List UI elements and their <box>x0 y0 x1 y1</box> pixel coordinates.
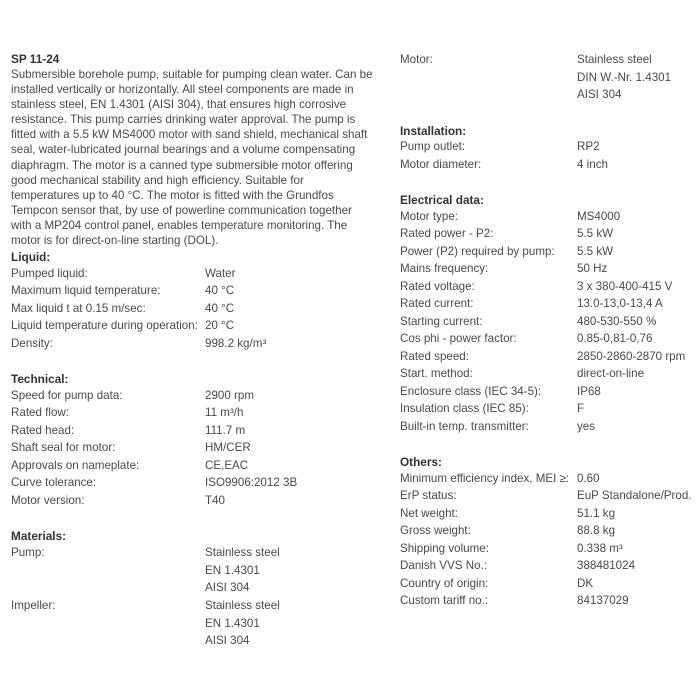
liquid-value: 998.2 kg/m³ <box>205 337 267 350</box>
electrical-label: Rated power - P2: <box>400 227 494 240</box>
others-label: Custom tariff no.: <box>400 594 489 607</box>
pump-material-line: AISI 304 <box>205 581 250 594</box>
electrical-value: yes <box>577 420 596 433</box>
pump-material-label: Pump: <box>11 546 45 559</box>
pump-material-line: EN 1.4301 <box>205 563 260 577</box>
others-label: Net weight: <box>400 507 458 520</box>
liquid-value: 40 °C <box>205 302 235 315</box>
electrical-label: Rated current: <box>400 297 474 310</box>
motor-material-line: DIN W.-Nr. 1.4301 <box>577 70 672 84</box>
others-value: 51.1 kg <box>577 507 616 520</box>
liquid-value: 20 °C <box>205 319 235 332</box>
impeller-material-line: EN 1.4301 <box>205 616 260 630</box>
technical-label: Rated head: <box>11 424 75 437</box>
technical-label: Rated flow: <box>11 406 69 419</box>
electrical-value: 0.85-0,81-0,76 <box>577 332 653 345</box>
others-heading: Others: <box>400 455 442 469</box>
technical-label: Approvals on nameplate: <box>11 459 140 472</box>
others-value: EuP Standalone/Prod. <box>577 489 692 502</box>
liquid-label: Liquid temperature during operation: <box>11 319 198 332</box>
technical-value: 11 m³/h <box>205 406 244 419</box>
electrical-label: Power (P2) required by pump: <box>400 245 555 258</box>
product-description: Submersible borehole pump, suitable for pumping clean water. Can be installed vertically or horizontally. All steel components are made in stainless steel, EN 1.4301 (AISI 304), that ensures high corrosive resistance. This pump carries drinking water approval. The pump is fitted with a 5.5 kW MS4000 motor with sand shield, mechanical shaft seal, water-lubricated journal bearings and a volume compensating diaphragm. The motor is a canned type submersible motor offering good mechanical stability and high efficiency. Suitable for temperatures up to 40 °C. The motor is fitted with the Grundfos Tempcon sensor that, by use of powerline communication together with a MP204 control panel, enables temperature monitoring. The motor is for direct-on-line starting (DOL). <box>11 68 373 248</box>
technical-value: 111.7 m <box>205 424 246 437</box>
others-value: 388481024 <box>577 559 636 572</box>
electrical-value: MS4000 <box>577 210 621 223</box>
electrical-label: Starting current: <box>400 315 483 328</box>
motor-material-line: AISI 304 <box>577 88 622 101</box>
materials-heading: Materials: <box>11 529 67 543</box>
impeller-material-line: AISI 304 <box>205 634 250 647</box>
electrical-heading: Electrical data: <box>400 193 484 207</box>
others-label: Country of origin: <box>400 577 489 590</box>
installation-label: Motor diameter: <box>400 158 482 171</box>
technical-value: ISO9906:2012 3B <box>205 476 298 489</box>
electrical-value: 480-530-550 % <box>577 315 657 328</box>
liquid-value: 40 °C <box>205 284 235 297</box>
liquid-label: Density: <box>11 337 53 350</box>
electrical-value: 13.0-13,0-13,4 A <box>577 297 663 310</box>
technical-value: HM/CER <box>205 441 251 454</box>
electrical-label: Start. method: <box>400 367 473 380</box>
electrical-label: Motor type: <box>400 210 458 223</box>
motor-material-label: Motor: <box>400 53 433 66</box>
motor-material-value <box>577 51 671 104</box>
electrical-label: Rated voltage: <box>400 280 475 293</box>
electrical-label: Rated speed: <box>400 350 469 363</box>
technical-value: T40 <box>205 494 225 507</box>
product-title: SP 11-24 <box>11 52 60 66</box>
technical-label: Shaft seal for motor: <box>11 441 116 454</box>
installation-value: RP2 <box>577 140 600 153</box>
motor-material-line: Stainless steel <box>577 53 652 66</box>
electrical-value: IP68 <box>577 385 601 398</box>
others-label: ErP status: <box>400 489 457 502</box>
electrical-label: Mains frequency: <box>400 262 489 275</box>
electrical-value: F <box>577 402 585 415</box>
electrical-value: 5.5 kW <box>577 227 614 240</box>
others-label: Gross weight: <box>400 524 471 537</box>
others-value: DK <box>577 577 594 590</box>
electrical-value: 50 Hz <box>577 262 608 275</box>
liquid-value: Water <box>205 267 236 280</box>
pump-material-value <box>205 544 280 597</box>
others-value: 0.338 m³ <box>577 542 623 555</box>
others-label: Minimum efficiency index, MEI ≥: <box>400 472 570 485</box>
impeller-material-label: Impeller: <box>11 599 56 612</box>
others-value: 0.60 <box>577 472 600 485</box>
others-label: Shipping volume: <box>400 542 489 555</box>
others-label: Danish VVS No.: <box>400 559 487 572</box>
electrical-label: Built-in temp. transmitter: <box>400 420 529 433</box>
electrical-label: Cos phi - power factor: <box>400 332 517 345</box>
installation-label: Pump outlet: <box>400 140 466 153</box>
technical-value: CE,EAC <box>205 459 249 472</box>
electrical-label: Insulation class (IEC 85): <box>400 402 529 415</box>
pump-material-line: Stainless steel <box>205 546 280 559</box>
electrical-value: 5.5 kW <box>577 245 614 258</box>
electrical-value: 3 x 380-400-415 V <box>577 280 673 293</box>
liquid-label: Pumped liquid: <box>11 267 88 280</box>
installation-heading: Installation: <box>400 124 467 138</box>
liquid-label: Max liquid t at 0.15 m/sec: <box>11 302 146 315</box>
technical-label: Motor version: <box>11 494 85 507</box>
liquid-label: Maximum liquid temperature: <box>11 284 161 297</box>
technical-value: 2900 rpm <box>205 389 254 402</box>
impeller-material-line: Stainless steel <box>205 599 280 612</box>
electrical-value: direct-on-line <box>577 367 645 380</box>
others-value: 88.8 kg <box>577 524 616 537</box>
technical-label: Curve tolerance: <box>11 476 97 489</box>
electrical-value: 2850-2860-2870 rpm <box>577 350 686 363</box>
technical-label: Speed for pump data: <box>11 389 123 402</box>
installation-value: 4 inch <box>577 158 608 171</box>
technical-heading: Technical: <box>11 372 69 386</box>
electrical-label: Enclosure class (IEC 34-5): <box>400 385 542 398</box>
others-value: 84137029 <box>577 594 629 607</box>
liquid-heading: Liquid: <box>11 250 51 264</box>
impeller-material-value <box>205 597 280 650</box>
